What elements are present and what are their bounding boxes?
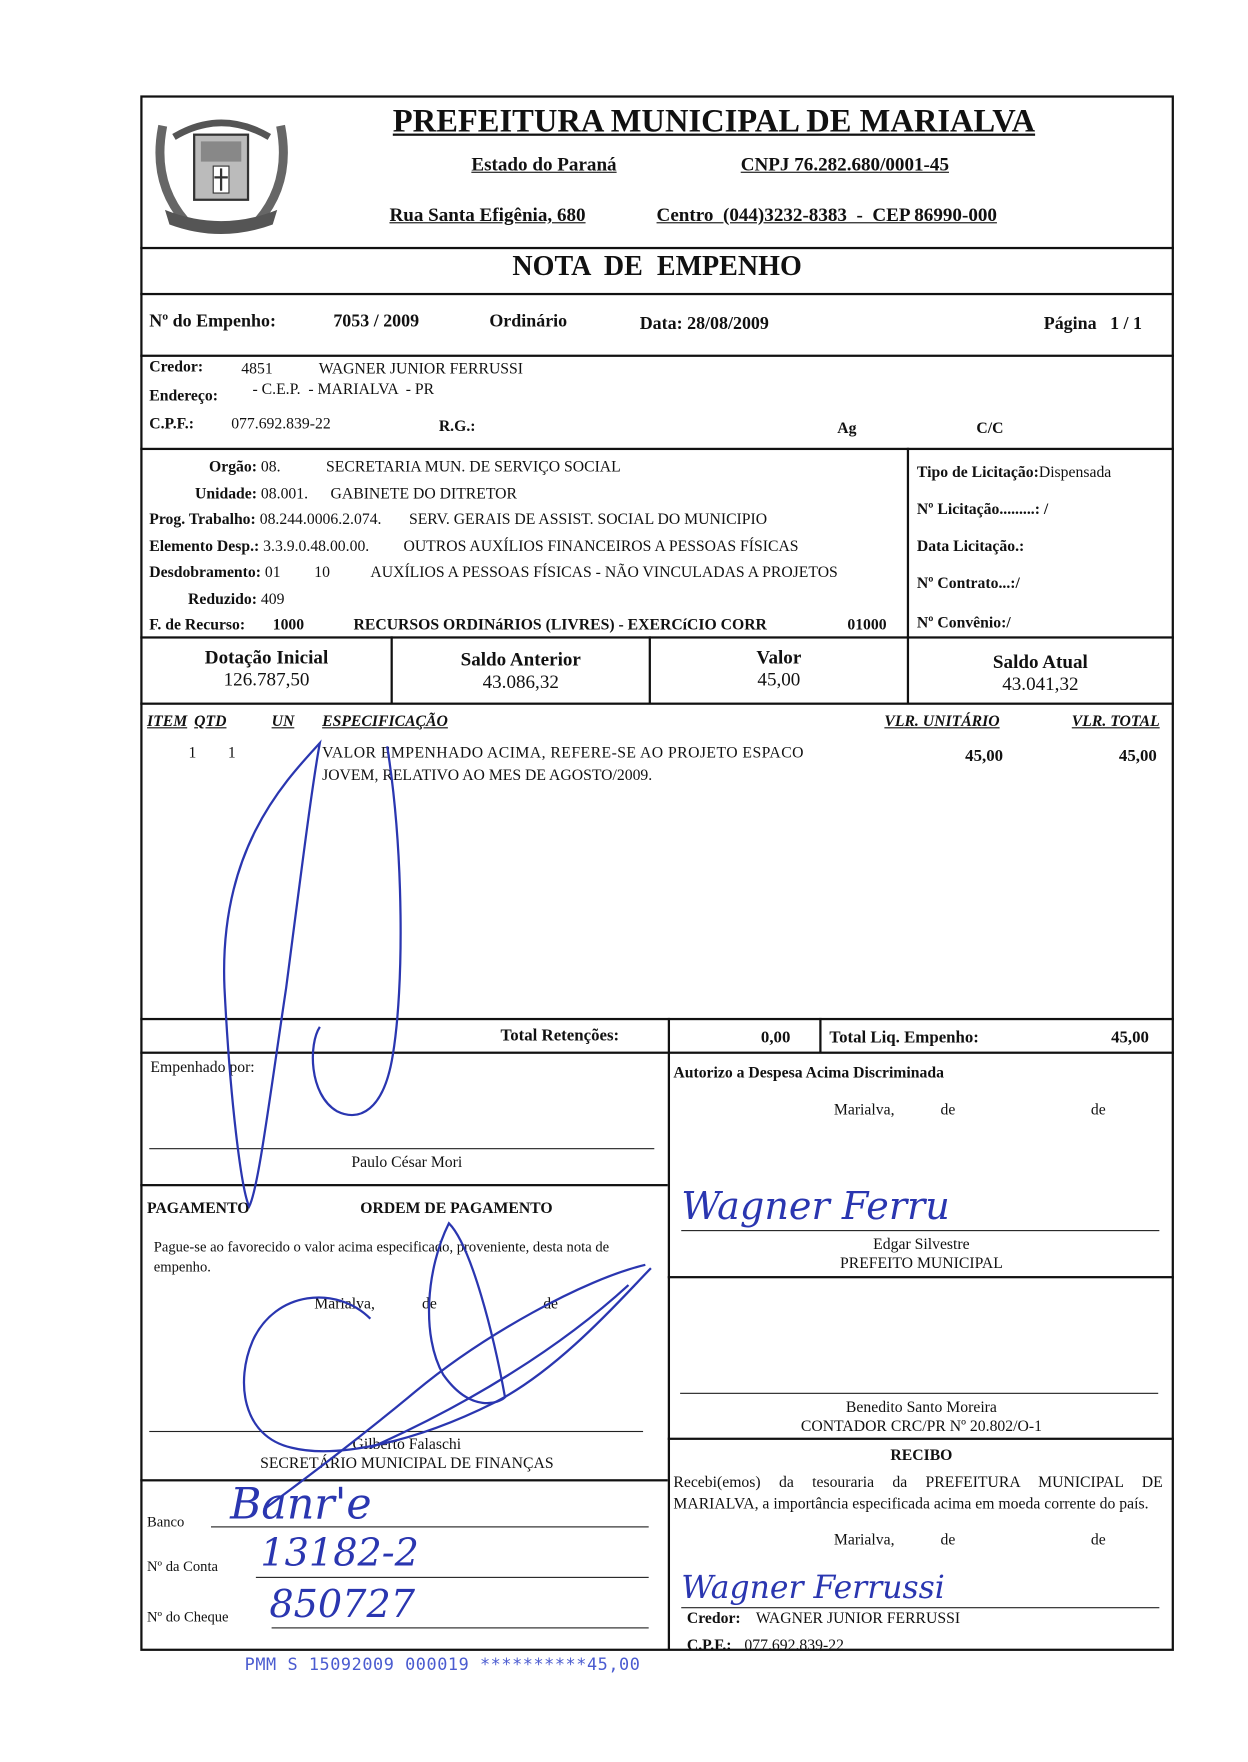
row-spec-line1: VALOR EMPENHADO ACIMA, REFERE-SE AO PROJETO ESPACO [322,745,804,763]
pagamento-de1: de [421,1296,437,1314]
col-item: ITEM [147,713,188,731]
empenho-label: Nº do Empenho: [149,311,276,332]
autorizo-label: Autorizo a Despesa Acima Discriminada [673,1065,944,1082]
credor-name: WAGNER JUNIOR FERRUSSI [318,361,524,379]
page-number: Página 1 / 1 [1043,314,1143,334]
desd-value: AUXÍLIOS A PESSOAS FÍSICAS - NÃO VINCULADAS A PROJETOS [370,564,838,582]
saldo-atual: Saldo Atual 43.041,32 [992,650,1088,695]
col-vlr-total: VLR. TOTAL [1071,713,1160,731]
unidade-label: Unidade: [195,485,258,503]
autorizo-de1: de [940,1102,956,1119]
row-qtd: 1 [227,745,236,763]
desd-code2: 10 [314,564,331,582]
header-address: Rua Santa Efigênia, 680 [389,204,586,226]
col-especificacao: ESPECIFICAÇÃO [322,713,448,731]
payment-stamp: PMM S 15092009 000019 **********45,00 [244,1654,641,1675]
recurso-code: 1000 [272,617,305,635]
recurso-label: F. de Recurso: [149,617,246,635]
recibo-de2: de [1090,1531,1106,1549]
recibo-cpf-label: C.P.F.: [686,1637,732,1655]
unidade-value: GABINETE DO DITRETOR [330,485,518,503]
prefeito-signature: Wagner Ferru [681,1184,950,1229]
licitacao-numero: Nº Licitação.........: / [916,501,1049,519]
recurso-code2: 01000 [847,617,887,635]
row-item: 1 [188,745,197,763]
pagamento-place: Marialva, [314,1296,375,1314]
pagamento-text: Pague-se ao favorecido o valor acima especificado, proveniente, desta nota de empenho. [153,1237,610,1275]
prog-code: 08.244.0006.2.074. [259,511,382,529]
cpf-value: 077.692.839-22 [231,416,331,434]
endereco-label: Endereço: [149,388,218,406]
recibo-title: RECIBO [890,1447,953,1465]
credor-signature: Wagner Ferrussi [681,1568,945,1607]
document-title: NOTA DE EMPENHO [512,251,802,282]
prefeito-signer: Edgar Silvestre PREFEITO MUNICIPAL [839,1236,1003,1273]
header-title: PREFEITURA MUNICIPAL DE MARIALVA [392,103,1036,140]
col-vlr-unitario: VLR. UNITÁRIO [884,713,1000,731]
cheque-label: Nº do Cheque [147,1608,229,1626]
empenhado-name: Paulo César Mori [351,1154,463,1172]
autorizo-de2: de [1090,1102,1106,1119]
desd-code1: 01 [264,564,281,582]
recibo-text: Recebi(emos) da tesouraria da PREFEITURA MUNICIPAL DE MARIALVA, a importância especificada acima em moeda corrente do país. [673,1474,1163,1513]
licitacao-contrato: Nº Contrato...:/ [916,575,1020,593]
orgao-value: SECRETARIA MUN. DE SERVIÇO SOCIAL [326,459,621,476]
cheque-value: 850727 [269,1582,416,1628]
orgao-label: Orgão: [209,459,258,476]
row-total: 45,00 [1118,747,1157,766]
banco-label: Banco [147,1512,185,1530]
ordem-pagamento-label: ORDEM DE PAGAMENTO [360,1200,553,1218]
conta-label: Nº da Conta [147,1557,219,1575]
empenhado-label: Empenhado por: [150,1059,255,1077]
liquido-label: Total Liq. Empenho: [829,1029,979,1048]
recibo-place: Marialva, [833,1531,895,1549]
conta-value: 13182-2 [260,1530,419,1576]
contador-signer: Benedito Santo Moreira CONTADOR CRC/PR Nº 20.802/O-1 [800,1399,1042,1436]
empenho-type: Ordinário [489,311,568,332]
ag-label: Ag [837,420,857,438]
header-cnpj: CNPJ 76.282.680/0001-45 [740,153,949,176]
rg-label: R.G.: [438,418,476,436]
pagamento-label: PAGAMENTO [147,1200,250,1218]
retencoes-value: 0,00 [760,1029,791,1048]
liquido-value: 45,00 [1111,1029,1149,1048]
recibo-credor-label: Credor: [686,1610,741,1628]
unidade-code: 08.001. [260,485,309,503]
reduzido-label: Reduzido: [188,590,258,608]
licitacao-tipo: Tipo de Licitação:Dispensada [916,464,1112,482]
col-un: UN [271,713,295,731]
pagamento-signer: Gilberto Falaschi SECRETÁRIO MUNICIPAL DE FINANÇAS [260,1436,554,1473]
saldo-anterior: Saldo Anterior 43.086,32 [460,648,581,693]
empenho-number: 7053 / 2009 [333,311,420,332]
licitacao-data: Data Licitação.: [916,538,1025,556]
empenho-date: Data: 28/08/2009 [639,314,769,334]
credor-label: Credor: [149,359,204,376]
endereco-value: - C.E.P. - MARIALVA - PR [252,381,435,399]
elem-value: OUTROS AUXÍLIOS FINANCEIROS A PESSOAS FÍSICAS [403,538,799,555]
autorizo-place: Marialva, [833,1102,895,1119]
orgao-code: 08. [260,459,281,476]
cc-label: C/C [976,420,1004,438]
saldo-dotacao-inicial: Dotação Inicial 126.787,50 [204,646,329,691]
cpf-label: C.P.F.: [149,416,194,434]
col-qtd: QTD [194,713,227,731]
prog-value: SERV. GERAIS DE ASSIST. SOCIAL DO MUNICIPIO [408,511,768,529]
header-state: Estado do Paraná [471,153,617,176]
desd-label: Desdobramento: [149,564,261,582]
recibo-credor: WAGNER JUNIOR FERRUSSI [755,1610,961,1628]
orcamento-block [149,455,935,640]
retencoes-label: Total Retenções: [500,1026,620,1045]
elem-code: 3.3.9.0.48.00.00. [263,538,370,555]
pagamento-de2: de [543,1296,559,1314]
elem-label: Elemento Desp.: [149,538,260,555]
banco-value: Banr'e [230,1479,372,1529]
recurso-value: RECURSOS ORDINáRIOS (LIVRES) - EXERCíCIO CORR [353,617,767,635]
recibo-cpf: 077.692.839-22 [744,1637,844,1655]
credor-code: 4851 [241,361,273,379]
prog-label: Prog. Trabalho: [149,511,256,529]
row-unit: 45,00 [965,747,1004,766]
reduzido-value: 409 [260,590,285,608]
header-contact: Centro (044)3232-8383 - CEP 86990-000 [656,204,997,226]
row-spec-line2: JOVEM, RELATIVO AO MES DE AGOSTO/2009. [322,767,653,785]
saldo-valor: Valor 45,00 [756,646,802,691]
municipal-crest-icon [152,103,292,243]
recibo-de1: de [940,1531,956,1549]
licitacao-convenio: Nº Convênio:/ [916,615,1011,632]
